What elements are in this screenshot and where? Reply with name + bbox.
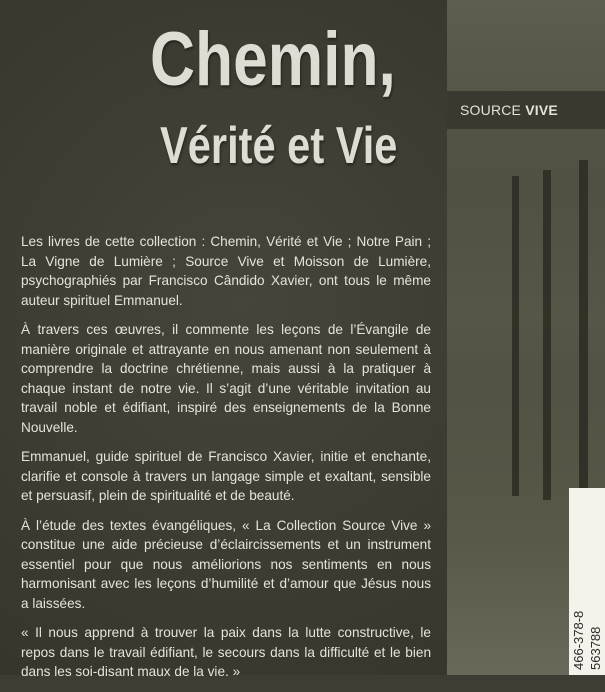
collection-prefix: SOURCE [460, 102, 522, 118]
title-line-2: Vérité et Vie [160, 117, 398, 175]
barcode-digits: 563788 [588, 626, 603, 670]
fence-post [579, 160, 588, 500]
back-cover-text [21, 232, 431, 692]
paragraph: À l’étude des textes évangéliques, « La Collection Source Vive » constitue une aide précieuse d’éclaircissements et un instrument essentiel pour que nous améliorions nos sentiments en nous harmonisant avec les leçons d’humilité et d’amour que Jésus nous a laissées. [21, 517, 431, 611]
isbn-text: 466-378-8 [571, 610, 586, 670]
barcode-area [569, 488, 605, 675]
collection-name: VIVE [525, 102, 558, 118]
paragraph: À travers ces œuvres, il commente les leçons de l’Évangile de manière originale et attrayante en nous amenant non seulement à comprendre la doctrine chrétienne, mais aussi à la pratiquer à chaque instant de notre vie. Il s’agit d’une véritable invitation au travail noble et édifiant, inspiré des enseignements de la Bonne Nouvelle. [21, 322, 431, 435]
collection-label [447, 91, 605, 129]
fence-post [543, 170, 551, 500]
paragraph: Les livres de cette collection : Chemin, Vérité et Vie ; Notre Pain ; La Vigne de Lumière ; Source Vive et Moisson de Lumière, psychographiés par Francisco Cândido Xavier, ont tous le même auteur spirituel Emmanuel. [21, 234, 431, 308]
fence-post [512, 176, 519, 496]
quote-paragraph: « Il nous apprend à trouver la paix dans la lutte constructive, le repos dans le travail édifiant, le secours dans la difficulté et le bien dans les soi-disant maux de la vie. » [21, 625, 431, 679]
title-line-1: Chemin, [150, 17, 396, 102]
paragraph: Emmanuel, guide spirituel de Francisco Xavier, initie et enchante, clarifie et console à travers un langage simple et exaltant, sensible et persuasif, plein de spiritualité et de beauté. [21, 449, 431, 503]
